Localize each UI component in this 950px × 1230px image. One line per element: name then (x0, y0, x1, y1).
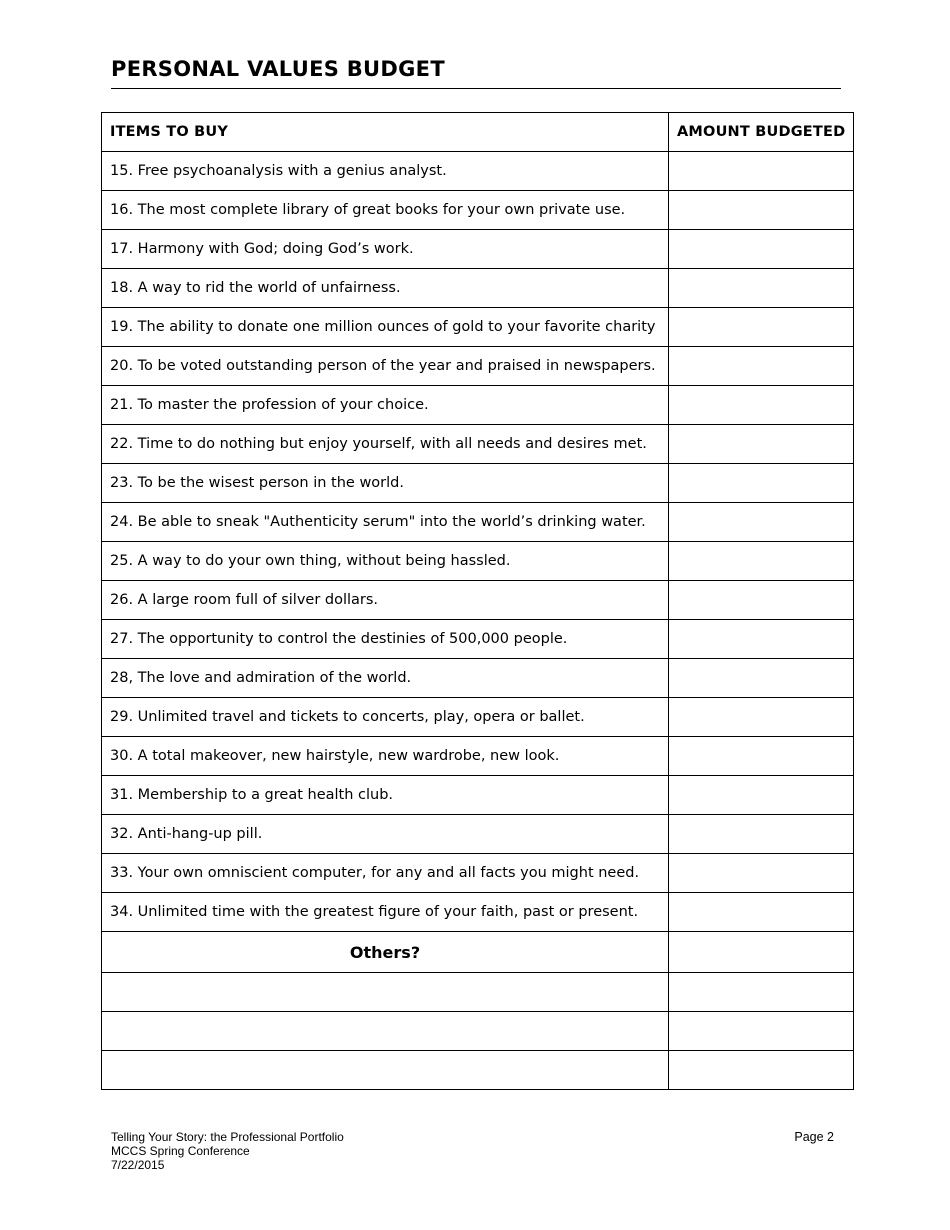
footer-document-title: Telling Your Story: the Professional Portfolio (111, 1130, 344, 1144)
table-row (102, 698, 854, 737)
item-description: 19. The ability to donate one million ounces of gold to your favorite charity (102, 308, 669, 347)
table-row (102, 464, 854, 503)
table-row (102, 191, 854, 230)
footer-conference: MCCS Spring Conference (111, 1144, 250, 1158)
amount-budgeted-cell[interactable] (669, 893, 854, 932)
item-description: 33. Your own omniscient computer, for any and all facts you might need. (102, 854, 669, 893)
table-row (102, 737, 854, 776)
table-row (102, 620, 854, 659)
item-description: 27. The opportunity to control the destinies of 500,000 people. (102, 620, 669, 659)
table-row (102, 425, 854, 464)
item-description: 15. Free psychoanalysis with a genius analyst. (102, 152, 669, 191)
amount-budgeted-cell[interactable] (669, 1051, 854, 1090)
amount-budgeted-cell[interactable] (669, 269, 854, 308)
blank-item-cell[interactable] (102, 1051, 669, 1090)
amount-budgeted-cell[interactable] (669, 854, 854, 893)
amount-budgeted-cell[interactable] (669, 542, 854, 581)
item-description: 28, The love and admiration of the world. (102, 659, 669, 698)
table-row (102, 152, 854, 191)
item-description: 30. A total makeover, new hairstyle, new wardrobe, new look. (102, 737, 669, 776)
table-row (102, 230, 854, 269)
amount-budgeted-cell[interactable] (669, 776, 854, 815)
table-row (102, 893, 854, 932)
table-row (102, 776, 854, 815)
blank-row (102, 1051, 854, 1090)
item-description: 32. Anti-hang-up pill. (102, 815, 669, 854)
blank-row (102, 973, 854, 1012)
table-row (102, 269, 854, 308)
item-description: 23. To be the wisest person in the world. (102, 464, 669, 503)
amount-budgeted-cell[interactable] (669, 698, 854, 737)
page-number: Page 2 (794, 1130, 834, 1144)
amount-budgeted-cell[interactable] (669, 230, 854, 269)
item-description: 26. A large room full of silver dollars. (102, 581, 669, 620)
blank-row (102, 1012, 854, 1051)
item-description: 29. Unlimited travel and tickets to concerts, play, opera or ballet. (102, 698, 669, 737)
table-row (102, 815, 854, 854)
others-label: Others? (102, 932, 669, 973)
item-description: 25. A way to do your own thing, without being hassled. (102, 542, 669, 581)
item-description: 18. A way to rid the world of unfairness. (102, 269, 669, 308)
item-description: 34. Unlimited time with the greatest figure of your faith, past or present. (102, 893, 669, 932)
table-row (102, 347, 854, 386)
item-description: 24. Be able to sneak "Authenticity serum" into the world’s drinking water. (102, 503, 669, 542)
item-description: 22. Time to do nothing but enjoy yourself, with all needs and desires met. (102, 425, 669, 464)
amount-budgeted-cell[interactable] (669, 973, 854, 1012)
amount-budgeted-cell[interactable] (669, 191, 854, 230)
amount-budgeted-cell[interactable] (669, 737, 854, 776)
amount-budgeted-cell[interactable] (669, 347, 854, 386)
item-description: 21. To master the profession of your choice. (102, 386, 669, 425)
amount-budgeted-cell[interactable] (669, 659, 854, 698)
amount-budgeted-cell[interactable] (669, 1012, 854, 1051)
footer (111, 1130, 344, 1172)
table-row (102, 542, 854, 581)
others-header-row (102, 932, 854, 973)
footer-date: 7/22/2015 (111, 1158, 165, 1172)
header-items-to-buy: ITEMS TO BUY (102, 113, 669, 152)
amount-budgeted-cell[interactable] (669, 581, 854, 620)
table-row (102, 308, 854, 347)
item-description: 16. The most complete library of great books for your own private use. (102, 191, 669, 230)
page-title: PERSONAL VALUES BUDGET (111, 57, 445, 81)
amount-budgeted-cell[interactable] (669, 152, 854, 191)
amount-budgeted-cell[interactable] (669, 620, 854, 659)
table-row (102, 581, 854, 620)
table-row (102, 386, 854, 425)
amount-budgeted-cell[interactable] (669, 386, 854, 425)
header-amount-budgeted: AMOUNT BUDGETED (669, 113, 854, 152)
amount-budgeted-cell[interactable] (669, 815, 854, 854)
amount-budgeted-cell[interactable] (669, 503, 854, 542)
item-description: 17. Harmony with God; doing God’s work. (102, 230, 669, 269)
amount-budgeted-cell[interactable] (669, 464, 854, 503)
blank-item-cell[interactable] (102, 973, 669, 1012)
table-row (102, 659, 854, 698)
title-divider (111, 88, 841, 89)
table-header-row (102, 113, 854, 152)
blank-item-cell[interactable] (102, 1012, 669, 1051)
amount-budgeted-cell[interactable] (669, 932, 854, 973)
table-row (102, 503, 854, 542)
item-description: 31. Membership to a great health club. (102, 776, 669, 815)
table-row (102, 854, 854, 893)
amount-budgeted-cell[interactable] (669, 308, 854, 347)
item-description: 20. To be voted outstanding person of the year and praised in newspapers. (102, 347, 669, 386)
values-budget-table (101, 112, 854, 1090)
amount-budgeted-cell[interactable] (669, 425, 854, 464)
